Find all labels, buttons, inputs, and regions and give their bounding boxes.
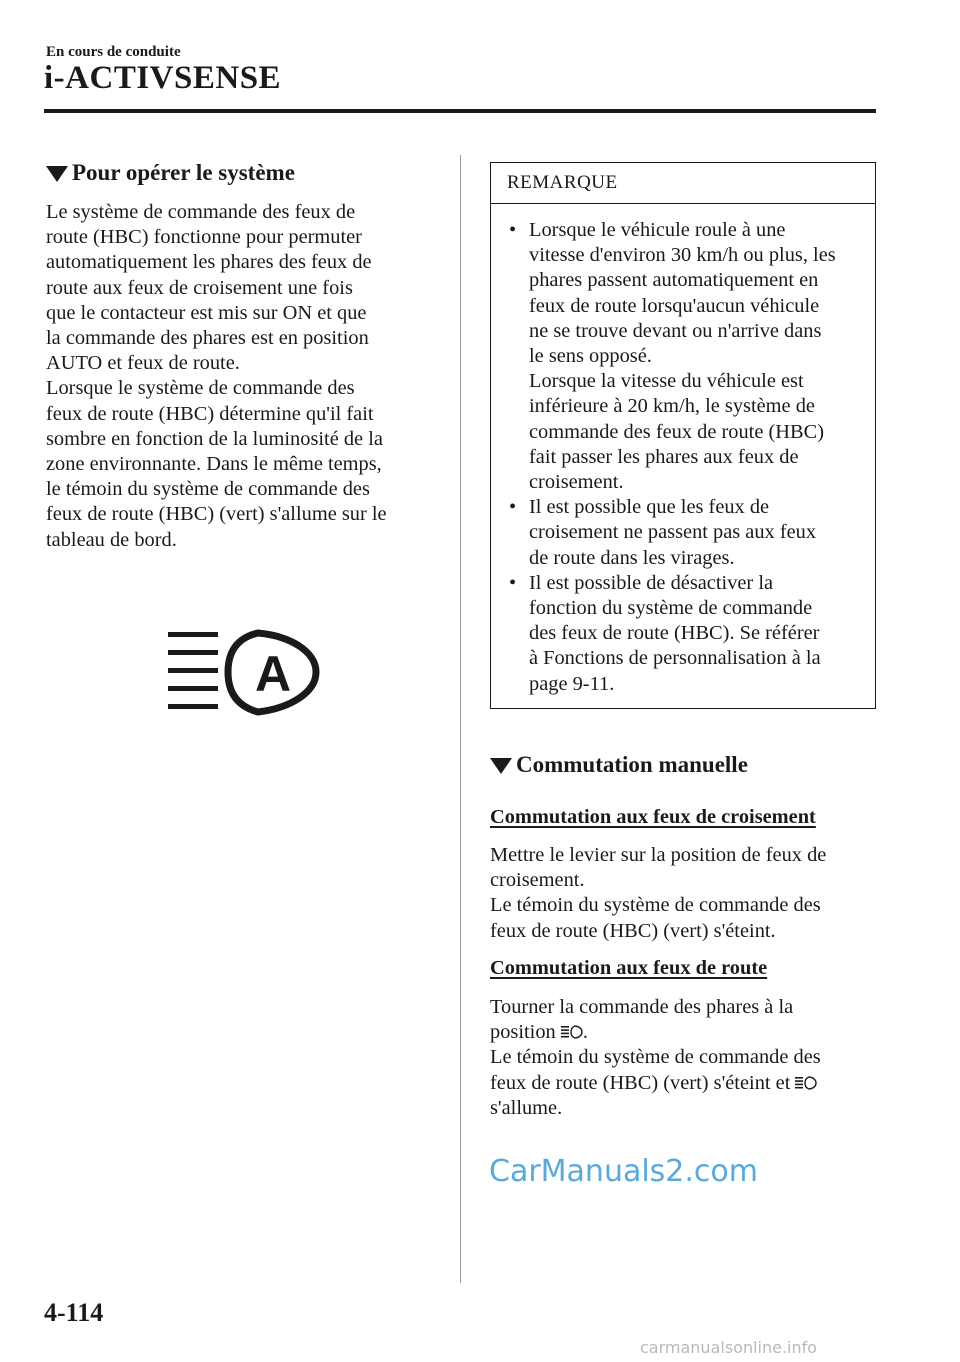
low-beam-body [490,843,875,944]
text-line: inférieure à 20 km/h, le système de [529,395,815,418]
text-line: fait passer les phares aux feux de [529,445,799,468]
text-line: Mettre le levier sur la position de feux de [490,844,827,866]
section-title: i-ACTIVSENSE [44,60,282,96]
text-line: page 9-11. [529,672,615,695]
hbc-indicator-icon [166,628,322,716]
note-box [490,162,876,709]
text-line: des feux de route (HBC). Se référer [529,622,820,645]
bullet: • [509,571,517,594]
text-line [490,1020,875,1045]
operate-system-body [46,200,431,553]
text-line: que le contacteur est mis sur ON et que [46,301,367,324]
list-item [505,495,867,571]
text-line: Le système de commande des feux de [46,201,356,223]
chapter-label: En cours de conduite [46,44,181,60]
text-line: feux de route lorsqu'aucun véhicule [529,294,820,317]
text-line: commande des feux de route (HBC) [529,420,825,443]
text-line: croisement ne passent pas aux feux [529,521,817,544]
text-line: zone environnante. Dans le même temps, [46,453,382,476]
header-rule [44,109,876,113]
high-beam-icon [561,1025,583,1039]
page-number: 4-114 [44,1298,104,1327]
note-title: REMARQUE [507,172,618,193]
heading-text: Pour opérer le système [72,160,295,185]
subheading-low-beam: Commutation aux feux de croisement [490,806,816,828]
text-line: fonction du système de commande [529,597,813,620]
text-line: Lorsque le système de commande des [46,377,355,400]
text-line: AUTO et feux de route. [46,352,240,375]
list-item [505,218,867,495]
text-line: tableau de bord. [46,528,177,551]
text-line: vitesse d'environ 30 km/h ou plus, les [529,244,836,267]
text-line: croisement. [529,471,624,494]
text-line: Le témoin du système de commande des [490,894,821,917]
high-beam-icon [795,1076,817,1090]
triangle-marker-icon [46,166,68,182]
text-line: Le témoin du système de commande des [490,1046,821,1069]
heading-manual-switching [490,752,748,778]
text-line: le témoin du système de commande des [46,478,370,501]
text-line: sombre en fonction de la luminosité de la [46,427,383,450]
text-line: phares passent automatiquement en [529,269,819,292]
text-line: route aux feux de croisement une fois [46,276,353,299]
text-line: Tourner la commande des phares à la [490,996,794,1018]
text-line: feux de route (HBC) détermine qu'il fait [46,402,374,425]
text-line: de route dans les virages. [529,546,735,569]
text-line: Lorsque le véhicule roule à une [529,219,786,241]
bullet: • [509,219,517,241]
column-divider [460,155,461,1283]
high-beam-body [490,995,875,1121]
text-line: croisement. [490,869,585,892]
note-header [491,163,875,204]
text-line: Il est possible de désactiver la [529,571,774,594]
text-line: la commande des phares est en position [46,327,369,350]
text-fragment: position [490,1021,556,1044]
text-line: feux de route (HBC) (vert) s'allume sur le [46,503,387,526]
text-line: feux de route (HBC) (vert) s'éteint. [490,919,776,942]
list-item [505,571,867,697]
text-line: route (HBC) fonctionne pour permuter [46,226,362,249]
heading-operate-system [46,160,295,186]
text-line: le sens opposé. [529,345,652,368]
heading-text: Commutation manuelle [516,752,748,777]
text-line: Il est possible que les feux de [529,496,770,519]
hbc-indicator-letter: A [254,646,292,702]
bullet: • [509,496,517,519]
text-fragment: . [582,1021,588,1044]
triangle-marker-icon [490,758,512,774]
watermark: carmanualsonline.info [640,1338,818,1357]
text-line [490,1071,875,1096]
watermark: CarManuals2.com [489,1154,759,1189]
text-fragment: feux de route (HBC) (vert) s'éteint et [490,1071,791,1094]
text-line: à Fonctions de personnalisation à la [529,647,821,670]
text-line: s'allume. [490,1096,563,1119]
text-line: automatiquement les phares des feux de [46,251,372,274]
note-list [505,218,867,697]
subheading-high-beam: Commutation aux feux de route [490,957,768,979]
text-line: ne se trouve devant ou n'arrive dans [529,319,822,342]
text-line: Lorsque la vitesse du véhicule est [529,370,804,393]
